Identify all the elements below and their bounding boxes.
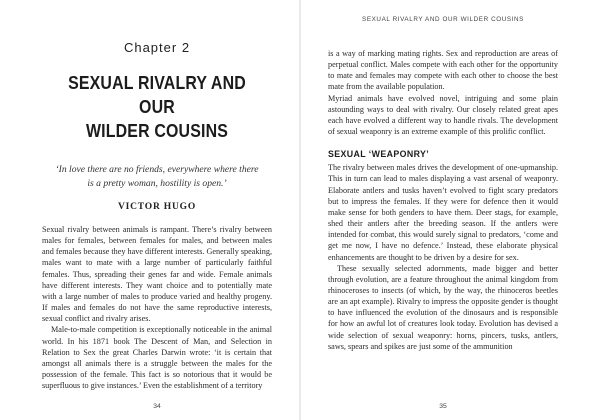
paragraph: Sexual rivalry between animals is rampant. There’s rivalry between males for females, between females for males, and between males and females because they have different interests. Generally speaking, males want to mate with a large number of particularly faithful females. Thus, spreading their genes far and wide. Female animals have different interests. They want choice and to potentially mate with a large number of males to produce varied and healthy progeny. If males and females do not have the same reproductive interests, sexual conflict and rivalry arises. <box>42 225 272 324</box>
running-head: SEXUAL RIVALRY AND OUR WILDER COUSINS <box>362 16 524 23</box>
page-number-right: 35 <box>439 403 447 410</box>
epigraph-quote: ‘In love there are no friends, everywhere where there is a pretty woman, hostility is open.’ <box>55 164 259 189</box>
paragraph: The rivalry between males drives the development of one-upmanship. This in turn can lead to males displaying a vast arsenal of weaponry. Elaborate antlers and tusks haven’t evolved to fight scary predators but to impress the females. If they were for defence then it would make sense for both genders to have them. Deer stags, for example, shed their antlers after the breeding season. If the antlers were intended for combat, this would surely signal to predators, ‘come and get me now, I have no defence.’ Instead, these elaborate physical enhancements are thought to be driven by a desire for sex. <box>328 163 558 262</box>
paragraph: Myriad animals have evolved novel, intriguing and some plain astounding ways to deal with rivalry. Our closely related great apes each have evolved a different way to handle rivals. The development of sexual weaponry is an extreme example of this prolific conflict. <box>328 93 558 137</box>
page-number-left: 34 <box>153 403 161 410</box>
left-body-text <box>42 224 272 391</box>
section-heading: SEXUAL ‘WEAPONRY’ <box>328 149 430 160</box>
epigraph-attribution: VICTOR HUGO <box>117 202 197 212</box>
paragraph: These sexually selected adornments, made bigger and better through evolution, are a feature throughout the animal kingdom from rhinoceroses to insects (of which, by the way, the rhinoceros beetles are an apt example). Rivalry to impress the opposite gender is thought to have influenced the evolution of the dinosaurs and is responsible for how an awful lot of creatures look today. Evolution has devised a wide selection of sexual weaponry: horns, pincers, tusks, antlers, saws, spears and spikes are just some of the ammunition <box>328 263 558 351</box>
chapter-label: Chapter 2 <box>123 40 191 55</box>
right-page <box>300 0 600 420</box>
paragraph: Male-to-male competition is exceptionally noticeable in the animal world. In his 1871 book The Descent of Man, and Selection in Relation to Sex the great Charles Darwin wrote: ‘it is certain that amongst all animals there is a struggle between the males for the possession of the female. This fact is so notorious that it would be superfluous to give instances.’ Even the establishment of a territory <box>42 325 272 391</box>
right-body-text-top <box>328 48 558 137</box>
chapter-title-line-2: WILDER COUSINS <box>85 120 229 141</box>
chapter-title-line-1: SEXUAL RIVALRY AND OUR <box>68 72 246 117</box>
chapter-title <box>58 71 256 143</box>
right-body-text-bottom <box>328 162 558 352</box>
paragraph: is a way of marking mating rights. Sex and reproduction are areas of perpetual conflict. Males compete with each other for the opportunity to mate and females may compete with each other to choose the best mate from the available population. <box>328 49 558 92</box>
